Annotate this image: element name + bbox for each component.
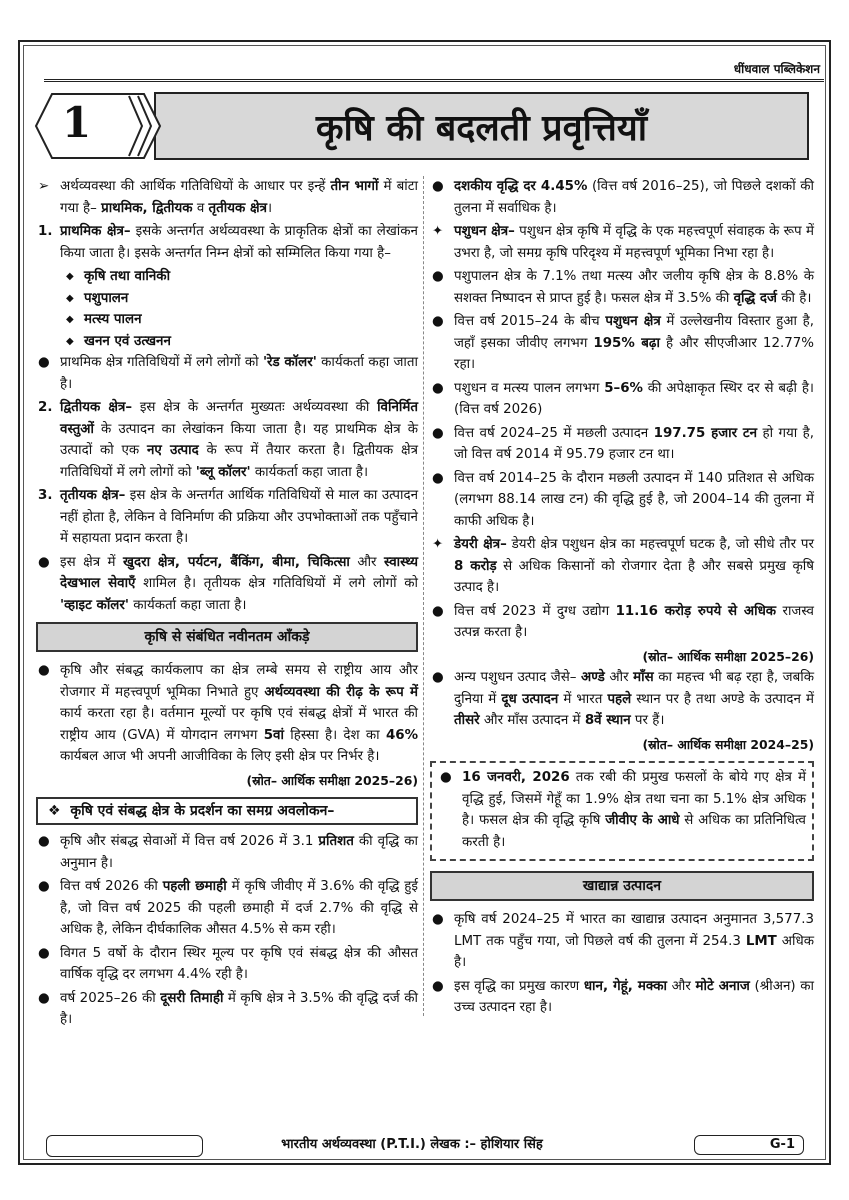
text-run: के उत्पादन का लेखांकन किया जाता है। यह प्राथमिक क्षेत्र के उत्पादों को एक — [60, 421, 418, 458]
text-run: इस क्षेत्र में — [60, 554, 124, 570]
text-run: 4.45% — [535, 179, 588, 194]
list-item: ● कृषि और संबद्ध कार्यकलाप का क्षेत्र लम्बे समय से राष्ट्रीय आय और रोजगार में महत्त्वपूर्ण भूमिका निभाते हुए अर्थव्यवस्था की रीढ़ के रूप में कार्य करता रहा है। वर्तमान मूल्यों पर कृषि एवं संबद्ध क्षेत्रों में भारत की राष्ट्रीय आय (GVA) में योगदान लगभग 5वां हिस्सा है। देश का 46% कार्यबल आज भी अपनी आजीविका के लिए इसी क्षेत्र पर निर्भर है। — [38, 663, 418, 764]
list-item: 3. तृतीयक क्षेत्र– इस क्षेत्र के अन्तर्गत आर्थिक गतिविधियों से माल का उत्पादन नहीं होता है, लेकिन वे विनिर्माण की प्रक्रिया और उपभोक्ताओं तक पहुँचाने में सहायता प्रदान करता है। — [38, 488, 418, 546]
text-run: पशुपालन क्षेत्र के 7.1% तथा मत्स्य और जलीय कृषि क्षेत्र के 8.8% के सशक्त निष्पादन से प्राप्त हुई है। फसल क्षेत्र में 3.5% की — [454, 269, 814, 306]
text-run: अण्डे — [581, 670, 605, 685]
section-heading: खाद्यान्न उत्पादन — [430, 871, 814, 901]
text-run: 'ब्लू कॉलर' — [195, 464, 251, 480]
text-run: वित्त वर्ष 2014–25 के दौरान मछली उत्पादन में 140 प्रतिशत से अधिक (लगभग 88.14 लाख टन) की वृद्धि हुई है, जो 2004–14 की तुलना में काफी अधिक है। — [454, 470, 814, 529]
list-item: ● विगत 5 वर्षो के दौरान स्थिर मूल्य पर कृषि एवं संबद्ध क्षेत्र की औसत वार्षिक वृद्धि दर लगभग 4.4% रही है। — [38, 945, 418, 982]
page-number: G-1 — [694, 1135, 804, 1155]
text-run: दूसरी तिमाही — [160, 990, 224, 1006]
list-item: 2. द्वितीयक क्षेत्र– इस क्षेत्र के अन्तर्गत मुख्यतः अर्थव्यवस्था की विनिर्मित वस्तुओं के उत्पादन का लेखांकन किया जाता है। यह प्राथमिक क्षेत्र के उत्पादों को एक नए उत्पाद के रूप में तैयार करता है। द्वितीयक क्षेत्र गतिविधियों में लगे लोगों को 'ब्लू कॉलर' कार्यकर्ता कहा जाता है। — [38, 400, 418, 480]
text-run: विगत 5 वर्षो के दौरान स्थिर मूल्य पर कृषि एवं संबद्ध क्षेत्र की औसत वार्षिक वृद्धि दर लगभग 4.4% रही है। — [60, 945, 418, 982]
list-item: ➢ अर्थव्यवस्था की आर्थिक गतिविधियों के आधार पर इन्हें तीन भागों में बांटा गया है– प्राथमिक, द्वितीयक व तृतीयक क्षेत्र। — [38, 179, 418, 216]
text-run: है और सीएजीआर 12.77% रहा। — [454, 335, 814, 372]
text-run: वृद्धि दर्ज — [733, 290, 777, 306]
list-item: ● इस क्षेत्र में खुदरा क्षेत्र, पर्यटन, बैंकिंग, बीमा, चिकित्सा और स्वास्थ्य देखभाल सेवाएँ शामिल है। तृतीयक क्षेत्र गतिविधियों में लगे लोगों को 'व्हाइट कॉलर' कार्यकर्ता कहा जाता है। — [38, 554, 418, 613]
text-run: 195% बढ़ा — [593, 335, 660, 351]
chevron-badge-icon — [34, 92, 164, 160]
text-run: पशुधन क्षेत्र — [605, 314, 661, 329]
chapter-header — [34, 92, 809, 160]
text-run: कार्यबल आज भी अपनी आजीविका के लिए इसी क्षेत्र पर निर्भर है। — [60, 749, 380, 764]
text-run: पशुधन क्षेत्र कृषि में वृद्धि के एक महत्त्वपूर्ण संवाहक के रूप में उभरा है, जो समग्र कृषि परिदृश्य में महत्त्वपूर्ण भूमिका निभा रहा है। — [454, 224, 814, 261]
text-run: व — [192, 200, 209, 216]
text-run: । — [267, 200, 273, 216]
text-run: (श्रीअन) का उच्च उत्पादन रहा है। — [454, 978, 815, 1015]
text-run: नए उत्पाद — [146, 443, 199, 458]
list-item: ● 16 जनवरी, 2026 तक रबी की प्रमुख फसलों के बोये गए क्षेत्र में वृद्धि हुई, जिसमें गेहूँ का 1.9% क्षेत्र तथा चना का 5.1% क्षेत्र अधिक है। फसल क्षेत्र की वृद्धि कृषि जीवीए के आधे से अधिक का प्रतिनिधित्व करती है। — [440, 770, 806, 850]
text-run: और माँस उत्पादन में — [479, 713, 585, 728]
list-item: ● वित्त वर्ष 2015–24 के बीच पशुधन क्षेत्र में उल्लेखनीय विस्तार हुआ है, जहाँ इसका जीवीए लगभग 195% बढ़ा है और सीएजीआर 12.77% रहा। — [432, 314, 814, 372]
page-footer — [32, 1133, 817, 1157]
text-run: में कृषि जीवीए में 3.6% की वृद्धि हुई है, जो वित्त वर्ष 2025 की पहली छमाही में दर्ज 2.7% की वृद्धि से अधिक है, लेकिन दीर्घकालिक औसत 4.5% से कम रही। — [60, 879, 418, 937]
text-run: में भारत — [558, 691, 608, 707]
text-run: वित्त वर्ष 2015–24 के बीच — [454, 314, 606, 329]
text-run: स्वास्थ्य देखभाल सेवाएँ — [60, 554, 418, 591]
text-run: अधिक है। — [454, 933, 814, 970]
text-run: और — [604, 670, 634, 685]
text-run: डेयरी क्षेत्र पशुधन क्षेत्र का महत्त्वपूर्ण घटक है, जो सीधे तौर पर — [506, 537, 814, 552]
text-run: प्रतिशत — [318, 834, 354, 849]
text-run: स्थान पर है तथा अण्डे के उत्पादन में — [631, 691, 815, 707]
highlight-box — [430, 761, 814, 861]
list-item: ● पशुपालन क्षेत्र के 7.1% तथा मत्स्य और जलीय कृषि क्षेत्र के 8.8% के सशक्त निष्पादन से प्राप्त हुई है। फसल क्षेत्र में 3.5% की वृद्धि दर्ज की है। — [432, 269, 814, 306]
footer-title: भारतीय अर्थव्यवस्था (P.T.I.) लेखक :– होशियार सिंह — [212, 1135, 612, 1155]
list-item: ● अन्य पशुधन उत्पाद जैसे– अण्डे और माँस का महत्त्व भी बढ़ रहा है, जबकि दुनिया में दूध उत्पादन में भारत पहले स्थान पर है तथा अण्डे के उत्पादन में तीसरे और माँस उत्पादन में 8वें स्थान पर हैं। — [432, 670, 815, 728]
text-run: इस वृद्धि का प्रमुख कारण — [454, 978, 584, 994]
section-heading: ❖ कृषि एवं संबद्ध क्षेत्र के प्रदर्शन का समग्र अवलोकन– — [36, 797, 418, 825]
text-run: तीन भागों — [330, 179, 379, 194]
section-heading: कृषि से संबंधित नवीनतम आँकड़े — [36, 622, 418, 652]
text-run: 8 करोड़ — [454, 558, 497, 574]
text-run: इस क्षेत्र के अन्तर्गत आर्थिक गतिविधियों से माल का उत्पादन नहीं होता है, लेकिन वे विनिर्माण की प्रक्रिया और उपभोक्ताओं तक पहुँचाने में सहायता प्रदान करता है। — [60, 488, 418, 546]
left-column — [36, 176, 418, 1033]
text-run: पहली छमाही — [162, 879, 227, 894]
chapter-number-badge — [34, 92, 164, 160]
text-run: (वित्त वर्ष 2016–25), जो पिछले दशकों की तुलना में सर्वाधिक है। — [454, 179, 814, 216]
column-divider — [423, 176, 425, 1016]
text-run: की है। — [776, 290, 812, 306]
text-run: का महत्त्व भी बढ़ रहा है, जबकि दुनिया में — [454, 670, 814, 707]
text-run: 8वें स्थान — [584, 713, 631, 728]
text-run: तक रबी की प्रमुख फसलों के बोये गए क्षेत्र में वृद्धि हुई, जिसमें गेहूँ का 1.9% क्षेत्र तथा चना का 5.1% क्षेत्र अधिक है। फसल क्षेत्र की वृद्धि कृषि — [462, 770, 806, 828]
list-item: ● वित्त वर्ष 2014–25 के दौरान मछली उत्पादन में 140 प्रतिशत से अधिक (लगभग 88.14 लाख टन) की वृद्धि हुई है, जो 2004–14 की तुलना में काफी अधिक है। — [432, 470, 814, 529]
text-run: कार्य करता रहा है। वर्तमान मूल्यों पर कृषि एवं संबद्ध क्षेत्रों में भारत की राष्ट्रीय आय (GVA) में योगदान लगभग — [60, 706, 418, 743]
sub-item: ◆ खनन एवं उत्खनन — [66, 333, 171, 349]
list-item: ● कृषि और संबद्ध सेवाओं में वित्त वर्ष 2026 में 3.1 प्रतिशत की वृद्धि का अनुमान है। — [38, 834, 418, 871]
text-run: वित्त वर्ष 2026 की — [60, 879, 163, 894]
list-item: ● वित्त वर्ष 2024–25 में मछली उत्पादन 197.75 हजार टन हो गया है, जो वित्त वर्ष 2014 में 95.79 हजार टन था। — [432, 425, 814, 462]
text-run: 16 जनवरी, 2026 — [462, 770, 570, 785]
text-run: वर्ष 2025–26 की — [60, 990, 161, 1006]
list-item: ✦ पशुधन क्षेत्र– पशुधन क्षेत्र कृषि में वृद्धि के एक महत्त्वपूर्ण संवाहक के रूप में उभरा है, जो समग्र कृषि परिदृश्य में महत्त्वपूर्ण भूमिका निभा रहा है। — [432, 224, 814, 261]
text-run: 5–6% — [604, 380, 643, 396]
text-run: कृषि और संबद्ध कार्यकलाप का क्षेत्र लम्बे समय से राष्ट्रीय आय और रोजगार में महत्त्वपूर्ण भूमिका निभाते हुए — [60, 663, 418, 700]
sub-item: ◆ पशुपालन — [66, 290, 129, 306]
text-run: पर हैं। — [630, 713, 665, 728]
text-run: और — [666, 978, 696, 994]
footer-left-box — [46, 1135, 203, 1157]
list-item: ● दशकीय वृद्धि दर 4.45% (वित्त वर्ष 2016–25), जो पिछले दशकों की तुलना में सर्वाधिक है। — [432, 179, 814, 216]
list-item: ✦ डेयरी क्षेत्र– डेयरी क्षेत्र पशुधन क्षेत्र का महत्त्वपूर्ण घटक है, जो सीधे तौर पर 8 करोड़ से अधिक किसानों को रोजगार देता है और सबसे प्रमुख कृषि उत्पाद है। — [432, 537, 815, 595]
sub-item: ◆ मत्स्य पालन — [66, 312, 142, 327]
list-item: ● कृषि वर्ष 2024–25 में भारत का खाद्यान्न उत्पादन अनुमानत 3,577.3 LMT तक पहुँच गया, जो पिछले वर्ष की तुलना में 254.3 LMT अधिक है। — [432, 912, 814, 970]
text-run: राजस्व उत्पन्न करता है। — [454, 603, 815, 640]
text-run: द्वितीयक क्षेत्र– — [60, 400, 133, 415]
text-run: पशुधन क्षेत्र– — [454, 224, 515, 239]
text-run: कार्यकर्ता कहा जाता है। — [60, 355, 418, 392]
chapter-number: 1 — [62, 98, 92, 147]
text-run: में बांटा गया है– — [60, 179, 418, 216]
right-column — [430, 176, 814, 1021]
text-run: तृतीयक क्षेत्र — [208, 200, 267, 216]
list-item: ● पशुधन व मत्स्य पालन लगभग 5–6% की अपेक्षाकृत स्थिर दर से बढ़ी है। (वित्त वर्ष 2026) — [432, 380, 815, 417]
text-run: 'व्हाइट कॉलर' — [60, 597, 129, 613]
text-run: से अधिक का प्रतिनिधित्व करती है। — [462, 813, 806, 850]
text-run: में उल्लेखनीय विस्तार हुआ है, जहाँ इसका जीवीए लगभग — [454, 314, 814, 351]
source-note: (स्रोत– आर्थिक समीक्षा 2025–26) — [246, 772, 418, 788]
text-run: विनिर्मित वस्तुओं — [60, 400, 418, 437]
text-run: और — [349, 554, 384, 570]
publisher-name: धींधवाल पब्लिकेशन — [44, 60, 824, 82]
chapter-title: कृषि की बदलती प्रवृत्तियाँ — [154, 92, 809, 160]
text-run: LMT — [745, 933, 777, 949]
text-run: 197.75 हजार टन — [653, 425, 758, 441]
text-run: हिस्सा है। देश का — [283, 727, 386, 743]
text-run: हो गया है, जो वित्त वर्ष 2014 में 95.79 हजार टन था। — [454, 425, 814, 462]
text-run: खुदरा क्षेत्र, पर्यटन, बैंकिंग, बीमा, चिकित्सा — [123, 554, 350, 570]
text-run: दूध उत्पादन — [501, 691, 559, 707]
source-note: (स्रोत– आर्थिक समीक्षा 2025–26) — [642, 648, 814, 664]
text-run: से अधिक किसानों को रोजगार देता है और सबसे प्रमुख कृषि उत्पाद है। — [454, 558, 815, 595]
text-run: अन्य पशुधन उत्पाद जैसे– — [454, 670, 582, 685]
text-run: इस क्षेत्र के अन्तर्गत मुख्यतः अर्थव्यवस्था की — [132, 400, 378, 415]
text-run: तीसरे — [454, 713, 480, 728]
list-item: 1. प्राथमिक क्षेत्र– इसके अन्तर्गत अर्थव्यवस्था के प्राकृतिक क्षेत्रों का लेखांकन किया जाता है। इसके अन्तर्गत निम्न क्षेत्रों को सम्मिलित किया गया है– — [38, 224, 418, 261]
text-run: तृतीयक क्षेत्र– — [60, 488, 126, 503]
text-run: के रूप में तैयार करता है। द्वितीयक क्षेत्र गतिविधियों में लगे लोगों को — [60, 443, 418, 480]
text-run: में कृषि क्षेत्र ने 3.5% की वृद्धि दर्ज की है। — [60, 990, 418, 1027]
list-item: ● प्राथमिक क्षेत्र गतिविधियों में लगे लोगों को 'रेड कॉलर' कार्यकर्ता कहा जाता है। — [38, 355, 418, 392]
list-item: ● इस वृद्धि का प्रमुख कारण धान, गेहूं, मक्का और मोटे अनाज (श्रीअन) का उच्च उत्पादन रहा है। — [432, 978, 815, 1015]
text-run: शामिल है। तृतीयक क्षेत्र गतिविधियों में लगे लोगों को — [135, 576, 418, 591]
text-run: धान, गेहूं, मक्का — [583, 978, 667, 994]
text-run: कार्यकर्ता कहा जाता है। — [250, 464, 369, 480]
text-run: दशकीय वृद्धि दर — [454, 179, 536, 194]
text-run: मोटे अनाज — [695, 978, 750, 994]
text-run: 'रेड कॉलर' — [262, 355, 317, 370]
text-run: जीवीए के आधे — [605, 813, 680, 828]
text-run: वित्त वर्ष 2024–25 में मछली उत्पादन — [454, 425, 654, 441]
text-run: पहले — [607, 691, 632, 707]
text-run: वित्त वर्ष 2023 में दुग्ध उद्योग — [454, 603, 616, 619]
text-run: की वृद्धि का अनुमान है। — [60, 834, 418, 871]
text-run: 46% — [385, 727, 418, 743]
text-run: अर्थव्यवस्था की रीढ़ के रूप में — [264, 684, 418, 700]
list-item: ● वर्ष 2025–26 की दूसरी तिमाही में कृषि क्षेत्र ने 3.5% की वृद्धि दर्ज की है। — [38, 990, 418, 1027]
text-run: कृषि और संबद्ध सेवाओं में वित्त वर्ष 2026 में 3.1 — [60, 834, 319, 849]
text-run: 5वां — [263, 727, 284, 743]
text-run: 11.16 करोड़ रुपये से अधिक — [615, 603, 777, 619]
source-note: (स्रोत– आर्थिक समीक्षा 2024–25) — [642, 736, 814, 752]
text-run: डेयरी क्षेत्र– — [454, 537, 507, 552]
text-run: की अपेक्षाकृत स्थिर दर से बढ़ी है। (वित्त वर्ष 2026) — [454, 380, 815, 417]
text-run: पशुधन व मत्स्य पालन लगभग — [454, 380, 605, 396]
sub-item: ◆ कृषि तथा वानिकी — [66, 269, 171, 284]
list-item: ● वित्त वर्ष 2026 की पहली छमाही में कृषि जीवीए में 3.6% की वृद्धि हुई है, जो वित्त वर्ष 2025 की पहली छमाही में दर्ज 2.7% की वृद्धि से अधिक है, लेकिन दीर्घकालिक औसत 4.5% से कम रही। — [38, 879, 418, 937]
text-run: प्राथमिक, द्वितीयक — [101, 200, 193, 216]
list-item: ● वित्त वर्ष 2023 में दुग्ध उद्योग 11.16 करोड़ रुपये से अधिक राजस्व उत्पन्न करता है। — [432, 603, 815, 640]
text-run: अर्थव्यवस्था की आर्थिक गतिविधियों के आधार पर इन्हें — [60, 179, 331, 194]
text-run: कृषि वर्ष 2024–25 में भारत का खाद्यान्न उत्पादन अनुमानत 3,577.3 LMT तक पहुँच गया, जो पिछले वर्ष की तुलना में 254.3 — [454, 912, 814, 949]
text-run: माँस — [633, 670, 654, 685]
text-run: प्राथमिक क्षेत्र गतिविधियों में लगे लोगों को — [60, 355, 263, 370]
text-run: कार्यकर्ता कहा जाता है। — [128, 597, 247, 613]
